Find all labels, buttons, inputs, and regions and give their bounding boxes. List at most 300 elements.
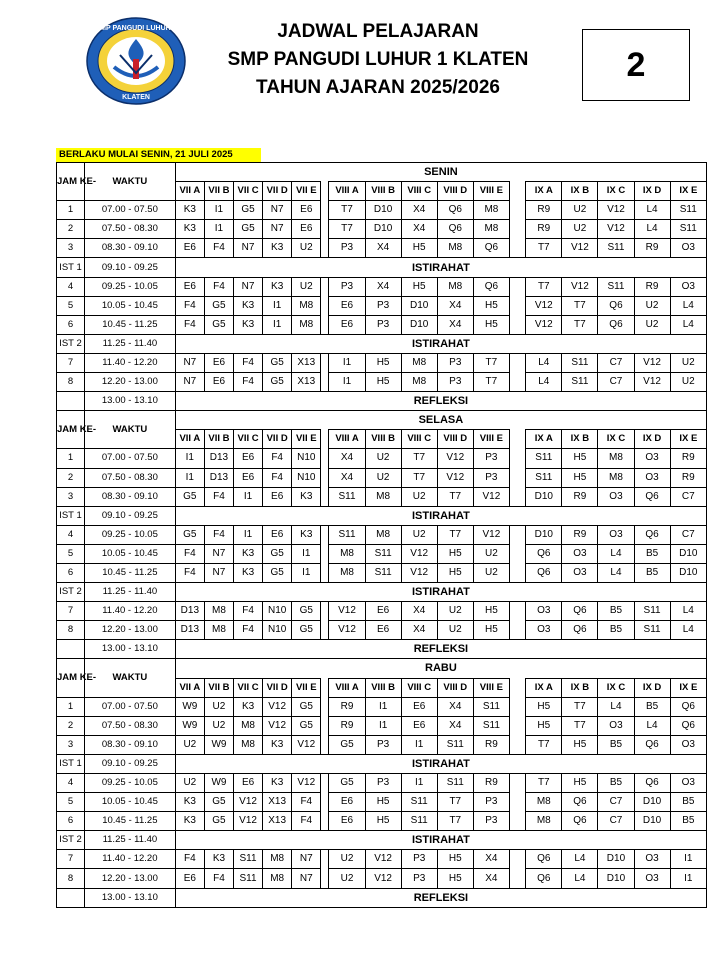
class-header: IX C [598, 430, 634, 449]
break-row [57, 506, 707, 525]
period-time: 07.50 - 08.30 [84, 716, 175, 735]
lesson-row [57, 850, 707, 869]
column-gap [509, 716, 525, 735]
subject-code-cell: T7 [437, 793, 473, 812]
subject-code-cell: X4 [401, 201, 437, 220]
subject-code-cell: K3 [263, 239, 292, 258]
title-line-3: TAHUN AJARAN 2025/2026 [256, 77, 500, 98]
subject-code-cell: T7 [437, 812, 473, 831]
subject-code-cell: G5 [204, 296, 233, 315]
subject-code-cell: S11 [562, 373, 598, 392]
subject-code-cell: V12 [234, 793, 263, 812]
subject-code-cell: I1 [175, 468, 204, 487]
subject-code-cell: H5 [473, 621, 509, 640]
column-gap [509, 774, 525, 793]
page-number: 2 [626, 45, 646, 84]
subject-code-cell: U2 [670, 373, 706, 392]
subject-code-cell: V12 [634, 373, 670, 392]
subject-code-cell: D10 [670, 544, 706, 563]
column-gap [509, 277, 525, 296]
subject-code-cell: U2 [175, 774, 204, 793]
subject-code-cell: B5 [598, 602, 634, 621]
subject-code-cell: F4 [234, 373, 263, 392]
period-time: 12.20 - 13.00 [84, 869, 175, 888]
subject-code-cell: E6 [263, 525, 292, 544]
class-header: VII D [263, 678, 292, 697]
class-header: VIII C [401, 678, 437, 697]
class-header: VIII C [401, 182, 437, 201]
school-logo [84, 15, 188, 107]
day-header-row [57, 659, 707, 678]
subject-code-cell: U2 [365, 468, 401, 487]
subject-code-cell: K3 [175, 812, 204, 831]
period-time: 09.25 - 10.05 [84, 774, 175, 793]
subject-code-cell: N7 [175, 353, 204, 372]
subject-code-cell: K3 [263, 774, 292, 793]
subject-code-cell: X4 [473, 869, 509, 888]
break-row [57, 831, 707, 850]
period-number: 7 [57, 353, 85, 372]
subject-code-cell: D13 [204, 468, 233, 487]
subject-code-cell: O3 [670, 239, 706, 258]
subject-code-cell: E6 [365, 621, 401, 640]
subject-code-cell: L4 [562, 850, 598, 869]
subject-code-cell: X13 [263, 793, 292, 812]
subject-code-cell: M8 [329, 544, 365, 563]
subject-code-cell: T7 [473, 373, 509, 392]
class-header: VII A [175, 430, 204, 449]
class-header: IX A [526, 182, 562, 201]
day-name: SENIN [175, 163, 706, 182]
subject-code-cell: P3 [473, 812, 509, 831]
class-header: IX E [670, 182, 706, 201]
subject-code-cell: F4 [204, 277, 233, 296]
lesson-row [57, 602, 707, 621]
subject-code-cell: E6 [204, 373, 233, 392]
subject-code-cell: D10 [365, 220, 401, 239]
subject-code-cell: M8 [292, 315, 321, 334]
subject-code-cell: H5 [562, 449, 598, 468]
class-header: IX C [598, 678, 634, 697]
subject-code-cell: R9 [562, 487, 598, 506]
period-time: 08.30 - 09.10 [84, 735, 175, 754]
subject-code-cell: H5 [365, 812, 401, 831]
class-header: VII B [204, 678, 233, 697]
column-gap [321, 430, 329, 449]
subject-code-cell: R9 [329, 697, 365, 716]
subject-code-cell: L4 [526, 353, 562, 372]
subject-code-cell: T7 [437, 487, 473, 506]
subject-code-cell: X4 [401, 220, 437, 239]
class-header: VIII C [401, 430, 437, 449]
subject-code-cell: E6 [365, 602, 401, 621]
period-time: 10.45 - 11.25 [84, 315, 175, 334]
subject-code-cell: H5 [437, 869, 473, 888]
subject-code-cell: X4 [329, 449, 365, 468]
subject-code-cell: Q6 [526, 544, 562, 563]
column-gap [321, 201, 329, 220]
column-gap [321, 793, 329, 812]
period-time: 11.40 - 12.20 [84, 602, 175, 621]
lesson-row [57, 449, 707, 468]
subject-code-cell: Q6 [598, 315, 634, 334]
period-number: 2 [57, 468, 85, 487]
column-gap [509, 544, 525, 563]
period-time: 12.20 - 13.00 [84, 621, 175, 640]
subject-code-cell: Q6 [634, 774, 670, 793]
period-number: IST 2 [57, 831, 85, 850]
subject-code-cell: K3 [292, 487, 321, 506]
subject-code-cell: D10 [634, 812, 670, 831]
subject-code-cell: P3 [473, 449, 509, 468]
class-header: VII E [292, 430, 321, 449]
break-row [57, 258, 707, 277]
column-gap [321, 277, 329, 296]
column-gap [321, 735, 329, 754]
subject-code-cell: E6 [329, 315, 365, 334]
subject-code-cell: E6 [234, 449, 263, 468]
subject-code-cell: F4 [204, 239, 233, 258]
subject-code-cell: I1 [204, 220, 233, 239]
subject-code-cell: O3 [598, 716, 634, 735]
column-gap [509, 793, 525, 812]
column-gap [321, 468, 329, 487]
break-row [57, 888, 707, 907]
class-header: VII C [234, 430, 263, 449]
subject-code-cell: S11 [634, 621, 670, 640]
subject-code-cell: D10 [598, 869, 634, 888]
day-header-row [57, 163, 707, 182]
subject-code-cell: T7 [329, 201, 365, 220]
column-gap [509, 296, 525, 315]
subject-code-cell: K3 [234, 697, 263, 716]
subject-code-cell: F4 [175, 544, 204, 563]
subject-code-cell: V12 [526, 296, 562, 315]
subject-code-cell: O3 [634, 850, 670, 869]
subject-code-cell: V12 [234, 812, 263, 831]
subject-code-cell: L4 [634, 220, 670, 239]
period-number: 7 [57, 850, 85, 869]
subject-code-cell: P3 [365, 735, 401, 754]
period-time: 09.25 - 10.05 [84, 277, 175, 296]
subject-code-cell: V12 [329, 621, 365, 640]
class-header: IX A [526, 430, 562, 449]
period-time: 10.05 - 10.45 [84, 296, 175, 315]
class-header: VIII B [365, 182, 401, 201]
subject-code-cell: U2 [437, 621, 473, 640]
column-gap [509, 220, 525, 239]
column-gap [321, 315, 329, 334]
subject-code-cell: I1 [234, 487, 263, 506]
period-time: 07.00 - 07.50 [84, 449, 175, 468]
lesson-row [57, 697, 707, 716]
period-number: 8 [57, 621, 85, 640]
subject-code-cell: N7 [263, 201, 292, 220]
break-label: REFLEKSI [175, 392, 706, 411]
lesson-row [57, 201, 707, 220]
lesson-row [57, 468, 707, 487]
subject-code-cell: R9 [562, 525, 598, 544]
subject-code-cell: H5 [365, 373, 401, 392]
subject-code-cell: O3 [670, 735, 706, 754]
subject-code-cell: O3 [526, 621, 562, 640]
subject-code-cell: Q6 [473, 239, 509, 258]
period-time: 12.20 - 13.00 [84, 373, 175, 392]
subject-code-cell: G5 [292, 716, 321, 735]
subject-code-cell: V12 [634, 353, 670, 372]
subject-code-cell: I1 [670, 869, 706, 888]
column-gap [321, 812, 329, 831]
subject-code-cell: U2 [204, 697, 233, 716]
lesson-row [57, 735, 707, 754]
column-gap [509, 487, 525, 506]
lesson-row [57, 793, 707, 812]
subject-code-cell: S11 [473, 716, 509, 735]
subject-code-cell: U2 [473, 563, 509, 582]
subject-code-cell: Q6 [670, 716, 706, 735]
subject-code-cell: X13 [263, 812, 292, 831]
period-time: 10.45 - 11.25 [84, 563, 175, 582]
subject-code-cell: C7 [670, 525, 706, 544]
subject-code-cell: N7 [263, 220, 292, 239]
subject-code-cell: T7 [329, 220, 365, 239]
subject-code-cell: T7 [562, 315, 598, 334]
period-time: 13.00 - 13.10 [84, 392, 175, 411]
subject-code-cell: V12 [562, 277, 598, 296]
subject-code-cell: S11 [329, 487, 365, 506]
column-gap [509, 735, 525, 754]
subject-code-cell: S11 [234, 869, 263, 888]
break-label: ISTIRAHAT [175, 754, 706, 773]
subject-code-cell: R9 [329, 716, 365, 735]
subject-code-cell: Q6 [634, 525, 670, 544]
subject-code-cell: X13 [292, 353, 321, 372]
subject-code-cell: P3 [437, 373, 473, 392]
subject-code-cell: F4 [175, 315, 204, 334]
subject-code-cell: T7 [526, 735, 562, 754]
subject-code-cell: I1 [365, 697, 401, 716]
subject-code-cell: M8 [365, 525, 401, 544]
subject-code-cell: S11 [526, 468, 562, 487]
break-label: ISTIRAHAT [175, 583, 706, 602]
subject-code-cell: P3 [401, 869, 437, 888]
subject-code-cell: U2 [292, 239, 321, 258]
subject-code-cell: M8 [526, 793, 562, 812]
subject-code-cell: G5 [292, 602, 321, 621]
subject-code-cell: G5 [175, 525, 204, 544]
class-header: VIII A [329, 678, 365, 697]
subject-code-cell: Q6 [562, 812, 598, 831]
subject-code-cell: O3 [634, 449, 670, 468]
column-gap [509, 563, 525, 582]
subject-code-cell: S11 [401, 793, 437, 812]
subject-code-cell: K3 [292, 525, 321, 544]
subject-code-cell: R9 [473, 774, 509, 793]
subject-code-cell: I1 [365, 716, 401, 735]
column-gap [509, 315, 525, 334]
subject-code-cell: X4 [401, 621, 437, 640]
subject-code-cell: E6 [263, 487, 292, 506]
break-label: REFLEKSI [175, 888, 706, 907]
subject-code-cell: T7 [562, 296, 598, 315]
subject-code-cell: B5 [634, 544, 670, 563]
class-header: IX E [670, 678, 706, 697]
break-row [57, 583, 707, 602]
period-time: 10.05 - 10.45 [84, 793, 175, 812]
subject-code-cell: S11 [473, 697, 509, 716]
break-label: REFLEKSI [175, 640, 706, 659]
subject-code-cell: G5 [234, 220, 263, 239]
subject-code-cell: Q6 [634, 487, 670, 506]
subject-code-cell: L4 [598, 563, 634, 582]
subject-code-cell: L4 [670, 315, 706, 334]
subject-code-cell: C7 [598, 812, 634, 831]
subject-code-cell: C7 [598, 353, 634, 372]
column-gap [321, 544, 329, 563]
jam-header: JAM KE- [57, 411, 85, 449]
subject-code-cell: T7 [526, 277, 562, 296]
subject-code-cell: D10 [526, 525, 562, 544]
subject-code-cell: X4 [365, 239, 401, 258]
subject-code-cell: X4 [401, 602, 437, 621]
subject-code-cell: U2 [329, 869, 365, 888]
subject-code-cell: L4 [598, 697, 634, 716]
subject-code-cell: F4 [234, 353, 263, 372]
column-gap [509, 850, 525, 869]
column-gap [321, 678, 329, 697]
subject-code-cell: U2 [634, 315, 670, 334]
subject-code-cell: K3 [263, 735, 292, 754]
subject-code-cell: X13 [292, 373, 321, 392]
period-number: 5 [57, 793, 85, 812]
subject-code-cell: C7 [670, 487, 706, 506]
subject-code-cell: F4 [263, 449, 292, 468]
subject-code-cell: U2 [634, 296, 670, 315]
subject-code-cell: L4 [598, 544, 634, 563]
subject-code-cell: P3 [329, 239, 365, 258]
period-number: 3 [57, 735, 85, 754]
subject-code-cell: L4 [670, 602, 706, 621]
class-header: IX C [598, 182, 634, 201]
subject-code-cell: Q6 [437, 201, 473, 220]
column-gap [321, 697, 329, 716]
class-header: VII D [263, 430, 292, 449]
break-label: ISTIRAHAT [175, 506, 706, 525]
waktu-header: WAKTU [84, 411, 175, 449]
subject-code-cell: Q6 [473, 277, 509, 296]
period-number: IST 1 [57, 506, 85, 525]
subject-code-cell: U2 [562, 220, 598, 239]
period-time: 10.05 - 10.45 [84, 544, 175, 563]
subject-code-cell: L4 [634, 201, 670, 220]
class-header: VIII A [329, 430, 365, 449]
subject-code-cell: P3 [437, 353, 473, 372]
break-label: ISTIRAHAT [175, 258, 706, 277]
subject-code-cell: D10 [598, 850, 634, 869]
subject-code-cell: H5 [473, 602, 509, 621]
subject-code-cell: I1 [204, 201, 233, 220]
subject-code-cell: T7 [562, 716, 598, 735]
class-header: VII C [234, 182, 263, 201]
period-number: IST 2 [57, 334, 85, 353]
subject-code-cell: E6 [329, 812, 365, 831]
lesson-row [57, 774, 707, 793]
break-row [57, 754, 707, 773]
class-header: VIII D [437, 430, 473, 449]
column-gap [509, 812, 525, 831]
subject-code-cell: E6 [292, 201, 321, 220]
logo-text-bottom: KLATEN [122, 94, 150, 101]
column-gap [321, 716, 329, 735]
lesson-row [57, 277, 707, 296]
subject-code-cell: R9 [526, 201, 562, 220]
period-number: 1 [57, 201, 85, 220]
subject-code-cell: L4 [634, 716, 670, 735]
subject-code-cell: S11 [234, 850, 263, 869]
subject-code-cell: V12 [365, 850, 401, 869]
subject-code-cell: X4 [365, 277, 401, 296]
subject-code-cell: N7 [175, 373, 204, 392]
waktu-header: WAKTU [84, 659, 175, 697]
subject-code-cell: U2 [204, 716, 233, 735]
subject-code-cell: C7 [598, 793, 634, 812]
column-gap [509, 239, 525, 258]
subject-code-cell: P3 [365, 296, 401, 315]
period-time: 07.00 - 07.50 [84, 697, 175, 716]
period-time: 11.25 - 11.40 [84, 583, 175, 602]
subject-code-cell: F4 [204, 487, 233, 506]
subject-code-cell: S11 [526, 449, 562, 468]
subject-code-cell: B5 [598, 735, 634, 754]
period-time: 07.00 - 07.50 [84, 201, 175, 220]
lesson-row [57, 296, 707, 315]
subject-code-cell: H5 [401, 239, 437, 258]
subject-code-cell: H5 [401, 277, 437, 296]
subject-code-cell: G5 [263, 544, 292, 563]
subject-code-cell: F4 [234, 621, 263, 640]
subject-code-cell: E6 [401, 716, 437, 735]
subject-code-cell: Q6 [598, 296, 634, 315]
subject-code-cell: U2 [401, 525, 437, 544]
subject-code-cell: M8 [204, 621, 233, 640]
subject-code-cell: S11 [437, 735, 473, 754]
subject-code-cell: B5 [670, 812, 706, 831]
page-number-box [582, 29, 690, 101]
subject-code-cell: M8 [234, 735, 263, 754]
column-gap [321, 449, 329, 468]
subject-code-cell: I1 [263, 296, 292, 315]
subject-code-cell: R9 [670, 449, 706, 468]
period-number: IST 1 [57, 754, 85, 773]
period-number: 4 [57, 525, 85, 544]
class-header: IX D [634, 430, 670, 449]
subject-code-cell: M8 [234, 716, 263, 735]
subject-code-cell: G5 [204, 315, 233, 334]
subject-code-cell: I1 [329, 353, 365, 372]
column-gap [509, 869, 525, 888]
subject-code-cell: N7 [204, 563, 233, 582]
subject-code-cell: U2 [670, 353, 706, 372]
column-gap [321, 602, 329, 621]
subject-code-cell: F4 [292, 793, 321, 812]
subject-code-cell: I1 [175, 449, 204, 468]
subject-code-cell: S11 [437, 774, 473, 793]
column-gap [321, 621, 329, 640]
subject-code-cell: V12 [365, 869, 401, 888]
subject-code-cell: V12 [598, 201, 634, 220]
subject-code-cell: H5 [473, 296, 509, 315]
period-number: 2 [57, 716, 85, 735]
